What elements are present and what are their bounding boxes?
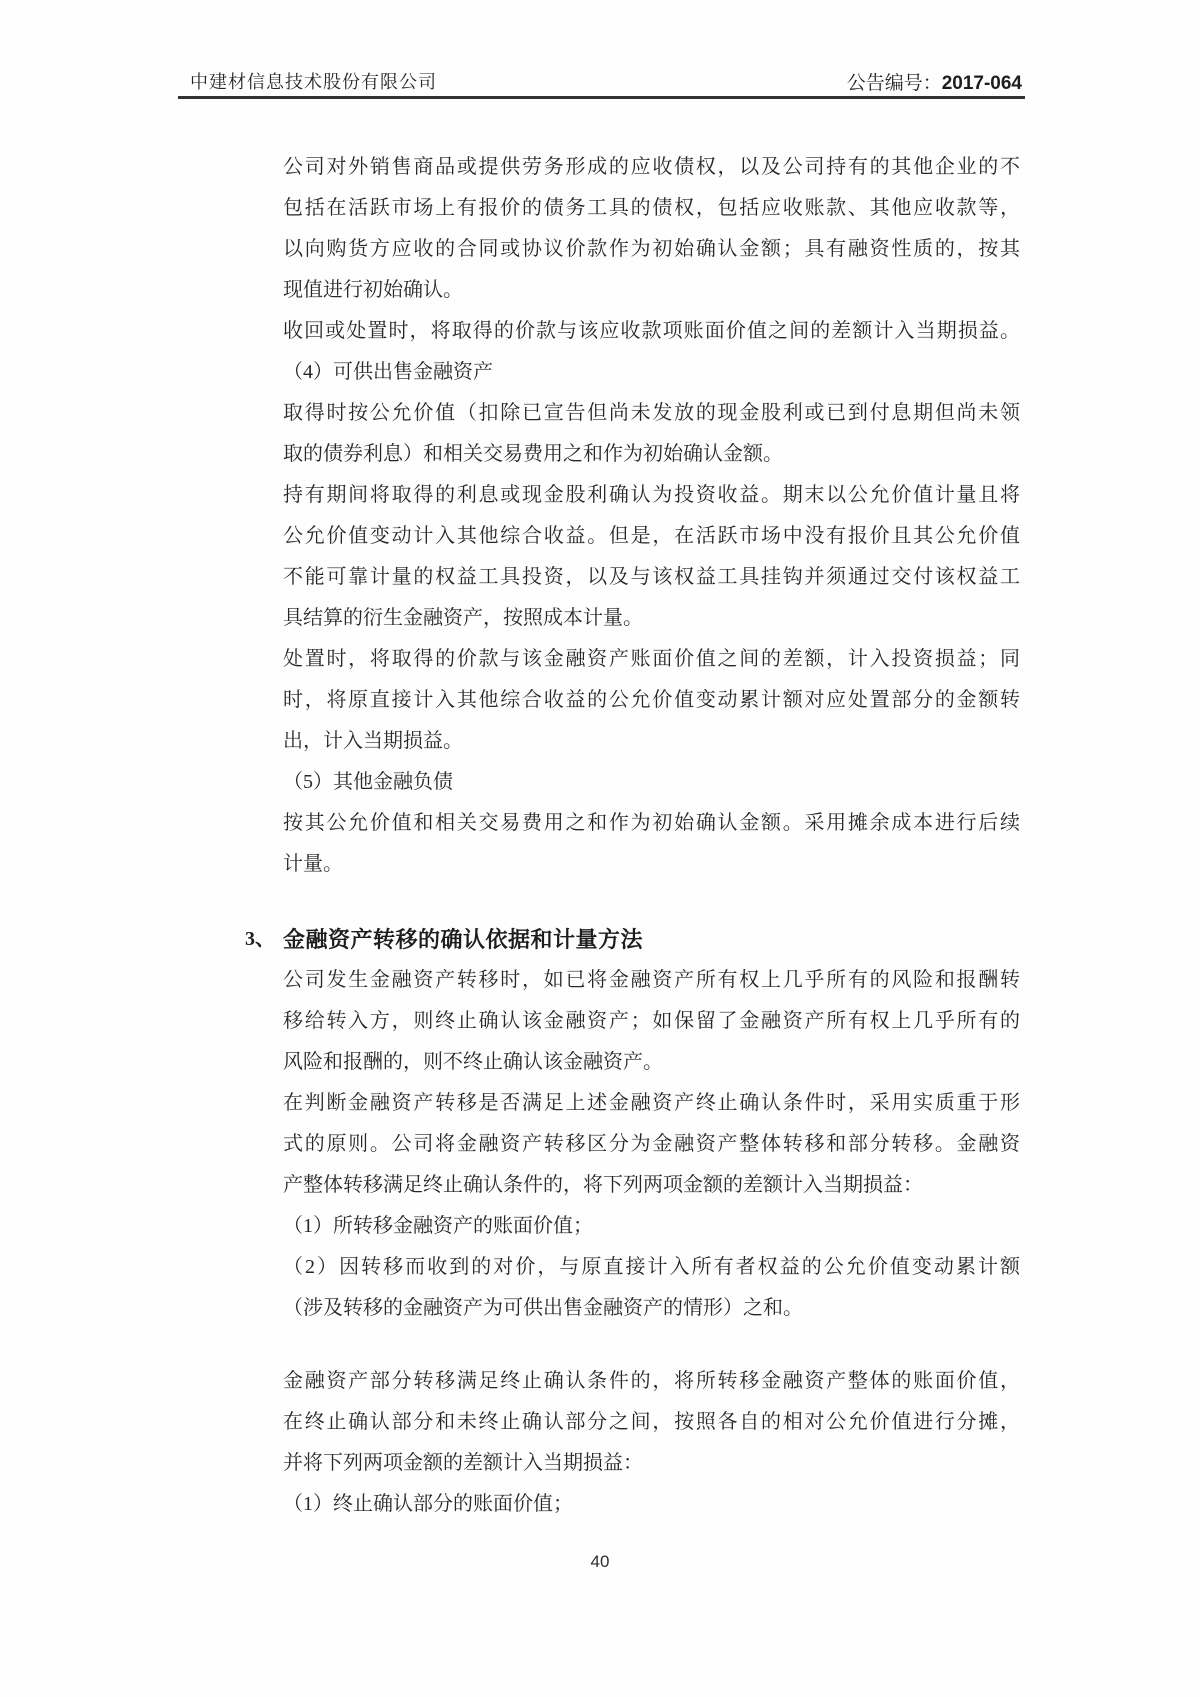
paragraph-line: 取的债券利息）和相关交易费用之和作为初始确认金额。 (283, 443, 783, 465)
company-name: 中建材信息技术股份有限公司 (190, 72, 437, 92)
paragraph-line: 以向购货方应收的合同或协议价款作为初始确认金额；具有融资性质的，按其 (283, 238, 1020, 260)
paragraph-line: 包括在活跃市场上有报价的债务工具的债权，包括应收账款、其他应收款等， (283, 197, 1020, 219)
paragraph-line: 持有期间将取得的利息或现金股利确认为投资收益。期末以公允价值计量且将 (283, 484, 1020, 506)
paragraph-line: 公允价值变动计入其他综合收益。但是，在活跃市场中没有报价且其公允价值 (283, 525, 1020, 547)
paragraph-line: 计量。 (283, 853, 343, 875)
paragraph-line: 按其公允价值和相关交易费用之和作为初始确认金额。采用摊余成本进行后续 (283, 812, 1020, 834)
paragraph-line: 产整体转移满足终止确认条件的，将下列两项金额的差额计入当期损益： (283, 1174, 923, 1196)
paragraph-line: 出，计入当期损益。 (283, 730, 463, 752)
paragraph-line: 现值进行初始确认。 (283, 279, 463, 301)
paragraph-line: 取得时按公允价值（扣除已宣告但尚未发放的现金股利或已到付息期但尚未领 (283, 402, 1020, 424)
paragraph-line: 公司对外销售商品或提供劳务形成的应收债权，以及公司持有的其他企业的不 (283, 156, 1020, 178)
paragraph-line: （涉及转移的金融资产为可供出售金融资产的情形）之和。 (283, 1297, 803, 1319)
paragraph-line: 不能可靠计量的权益工具投资，以及与该权益工具挂钩并须通过交付该权益工 (283, 566, 1020, 588)
paragraph-line: 时，将原直接计入其他综合收益的公允价值变动累计额对应处置部分的金额转 (283, 689, 1020, 711)
paragraph-line: 收回或处置时，将取得的价款与该应收款项账面价值之间的差额计入当期损益。 (283, 320, 1020, 342)
paragraph-line: 风险和报酬的，则不终止确认该金融资产。 (283, 1051, 663, 1073)
header-rule (178, 96, 1025, 99)
paragraph-block-1 (283, 147, 1020, 885)
paragraph-line: （1）终止确认部分的账面价值； (283, 1493, 573, 1515)
announcement-number-value: 2017-064 (941, 73, 1022, 94)
page-header (0, 0, 1200, 100)
paragraph-line: 并将下列两项金额的差额计入当期损益： (283, 1452, 643, 1474)
page-footer (0, 1552, 1200, 1572)
announcement-number-label: 公告编号： (846, 73, 942, 94)
body-text-column (245, 147, 1020, 1525)
paragraph-line: 处置时，将取得的价款与该金融资产账面价值之间的差额，计入投资损益；同 (283, 648, 1020, 670)
paragraph-line: 具结算的衍生金融资产，按照成本计量。 (283, 607, 643, 629)
paragraph-block-2 (283, 960, 1020, 1329)
paragraph-line: （2）因转移而收到的对价，与原直接计入所有者权益的公允价值变动累计额 (283, 1256, 1020, 1278)
section-heading (245, 919, 1020, 960)
paragraph-line: 金融资产部分转移满足终止确认条件的，将所转移金融资产整体的账面价值， (283, 1370, 1020, 1392)
section-number: 3、 (245, 928, 275, 950)
paragraph-block-3 (283, 1361, 1020, 1525)
paragraph-line: 公司发生金融资产转移时，如已将金融资产所有权上几乎所有的风险和报酬转 (283, 969, 1020, 991)
section-gap (283, 885, 1020, 919)
paragraph-line: 式的原则。公司将金融资产转移区分为金融资产整体转移和部分转移。金融资 (283, 1133, 1020, 1155)
paragraph-line: 移给转入方，则终止确认该金融资产；如保留了金融资产所有权上几乎所有的 (283, 1010, 1020, 1032)
paragraph-line: （1）所转移金融资产的账面价值； (283, 1215, 593, 1237)
page-number: 40 (590, 1552, 610, 1571)
paragraph-line: （4）可供出售金融资产 (283, 361, 493, 383)
paragraph-line: 在终止确认部分和未终止确认部分之间，按照各自的相对公允价值进行分摊， (283, 1411, 1020, 1433)
paragraph-line: （5）其他金融负债 (283, 771, 453, 793)
section-title: 金融资产转移的确认依据和计量方法 (283, 927, 644, 952)
paragraph-line: 在判断金融资产转移是否满足上述金融资产终止确认条件时，采用实质重于形 (283, 1092, 1020, 1114)
announcement-number (847, 68, 1022, 95)
paragraph-gap (283, 1329, 1020, 1361)
